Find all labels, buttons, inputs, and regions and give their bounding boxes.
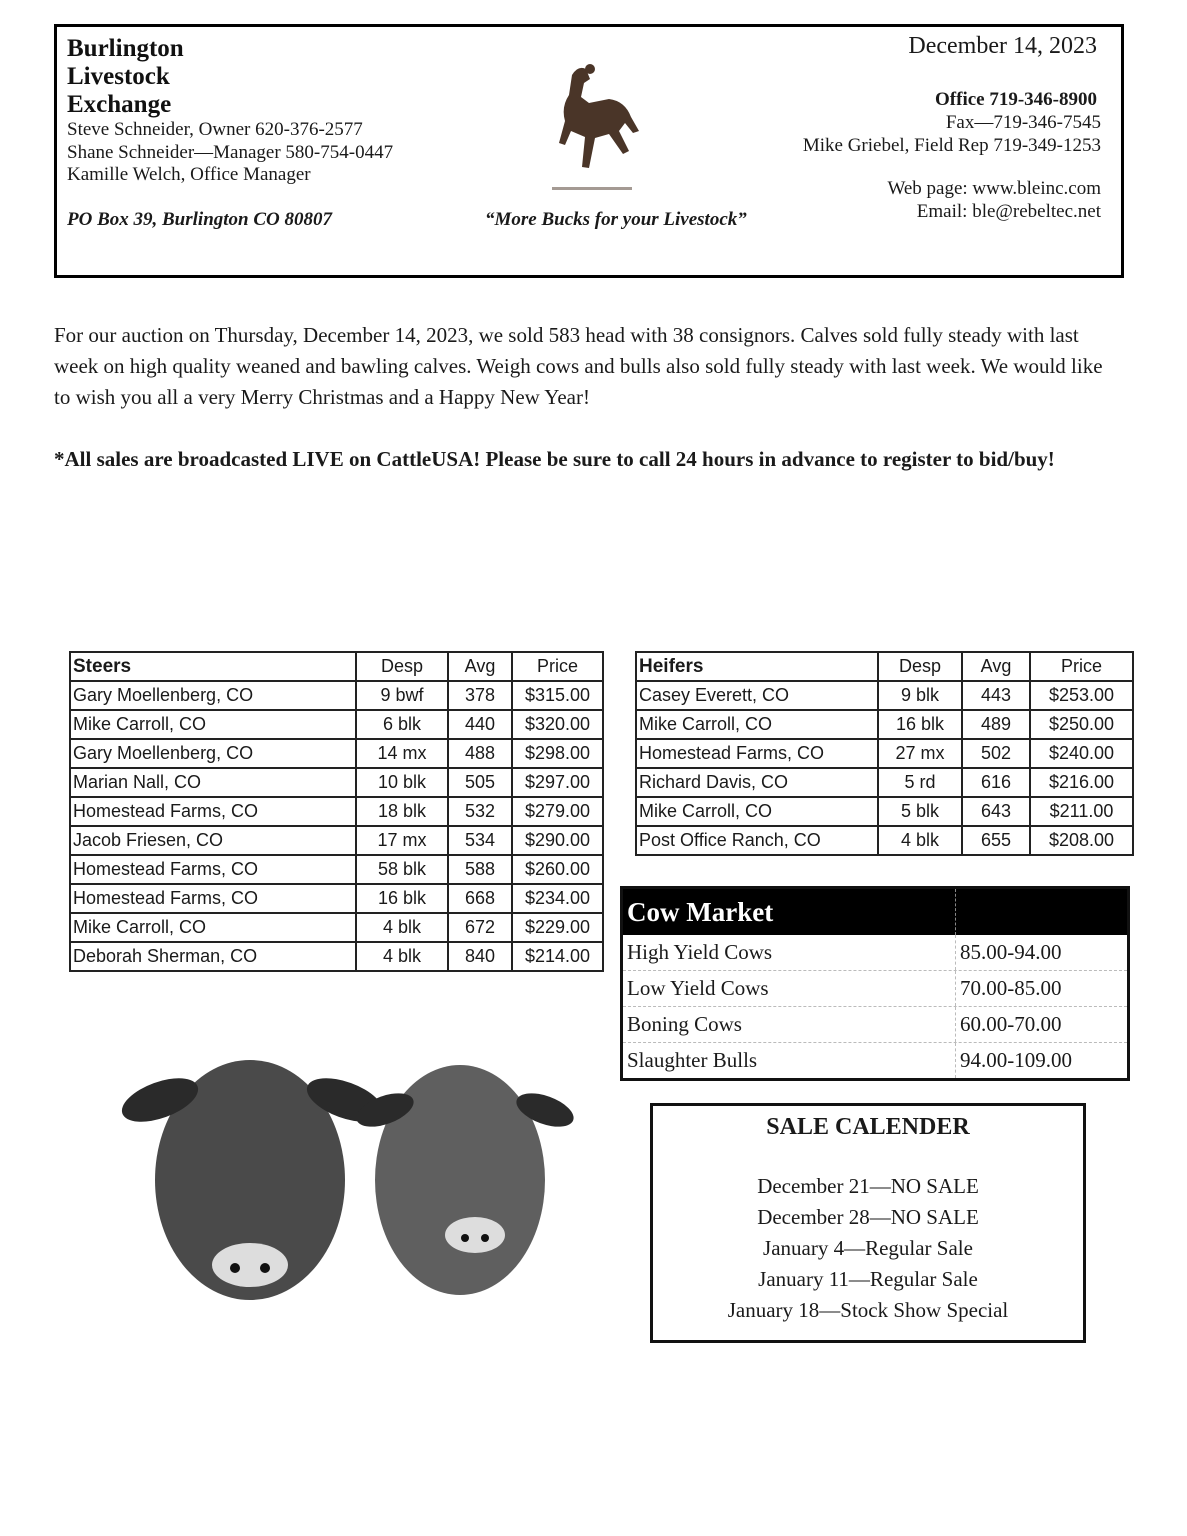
avg-weight: 668 bbox=[448, 884, 512, 913]
price: $253.00 bbox=[1030, 681, 1133, 710]
cow-market-header bbox=[623, 889, 1127, 935]
table-row bbox=[70, 739, 603, 768]
desp: 16 blk bbox=[878, 710, 962, 739]
consignor: Gary Moellenberg, CO bbox=[70, 681, 356, 710]
avg-weight: 616 bbox=[962, 768, 1030, 797]
consignor: Mike Carroll, CO bbox=[70, 710, 356, 739]
table-row bbox=[623, 970, 1127, 1006]
table-row bbox=[623, 935, 1127, 970]
desp: 5 blk bbox=[878, 797, 962, 826]
consignor: Mike Carroll, CO bbox=[636, 797, 878, 826]
market-summary: For our auction on Thursday, December 14, 2023, we sold 583 head with 38 consignors. Calves sold fully steady with last week on high quality weaned and bawling calves. Weigh cows and bulls also sold fully steady with last week. We would like to wish you all a very Merry Christmas and a Happy New Year! bbox=[54, 323, 1103, 409]
table-row bbox=[70, 826, 603, 855]
office-phone: Office 719-346-8900 bbox=[935, 89, 1097, 110]
table-row bbox=[623, 1006, 1127, 1042]
consignor: Jacob Friesen, CO bbox=[70, 826, 356, 855]
desp: 10 blk bbox=[356, 768, 448, 797]
price: $298.00 bbox=[512, 739, 603, 768]
desp: 4 blk bbox=[356, 942, 448, 971]
mailing-address: PO Box 39, Burlington CO 80807 bbox=[67, 209, 332, 230]
price-range: 85.00-94.00 bbox=[960, 940, 1062, 964]
col-header-avg: Avg bbox=[962, 652, 1030, 681]
table-row bbox=[70, 942, 603, 971]
avg-weight: 588 bbox=[448, 855, 512, 884]
avg-weight: 534 bbox=[448, 826, 512, 855]
avg-weight: 488 bbox=[448, 739, 512, 768]
col-header-price: Price bbox=[1030, 652, 1133, 681]
price-range: 70.00-85.00 bbox=[960, 976, 1062, 1000]
avg-weight: 672 bbox=[448, 913, 512, 942]
letterhead-left bbox=[67, 35, 393, 187]
price: $297.00 bbox=[512, 768, 603, 797]
table-row bbox=[636, 710, 1133, 739]
table-row bbox=[70, 913, 603, 942]
calendar-item: December 21—NO SALE bbox=[757, 1174, 979, 1198]
black-angus-calves-illustration-icon bbox=[100, 1030, 575, 1360]
table-row bbox=[636, 826, 1133, 855]
steers-table bbox=[69, 651, 604, 972]
calendar-item: January 18—Stock Show Special bbox=[727, 1298, 1009, 1322]
table-row bbox=[70, 768, 603, 797]
avg-weight: 840 bbox=[448, 942, 512, 971]
cow-market-table bbox=[620, 886, 1130, 1081]
consignor: Homestead Farms, CO bbox=[636, 739, 878, 768]
table-row bbox=[70, 797, 603, 826]
price: $234.00 bbox=[512, 884, 603, 913]
table-row bbox=[70, 884, 603, 913]
table-row bbox=[70, 855, 603, 884]
consignor: Casey Everett, CO bbox=[636, 681, 878, 710]
price-range: 94.00-109.00 bbox=[960, 1048, 1072, 1072]
table-header-row bbox=[70, 652, 603, 681]
cow-class: Slaughter Bulls bbox=[623, 1043, 956, 1078]
desp: 17 mx bbox=[356, 826, 448, 855]
desp: 6 blk bbox=[356, 710, 448, 739]
col-header-steers: Steers bbox=[70, 652, 356, 681]
consignor: Homestead Farms, CO bbox=[70, 855, 356, 884]
desp: 9 blk bbox=[878, 681, 962, 710]
field-rep: Mike Griebel, Field Rep 719-349-1253 bbox=[802, 135, 1101, 156]
price: $290.00 bbox=[512, 826, 603, 855]
letterhead-right bbox=[803, 35, 1101, 223]
org-name-line-1: Burlington bbox=[67, 35, 184, 62]
desp: 16 blk bbox=[356, 884, 448, 913]
col-header-desp: Desp bbox=[878, 652, 962, 681]
col-header-avg: Avg bbox=[448, 652, 512, 681]
consignor: Deborah Sherman, CO bbox=[70, 942, 356, 971]
avg-weight: 440 bbox=[448, 710, 512, 739]
consignor: Homestead Farms, CO bbox=[70, 797, 356, 826]
org-name-line-3: Exchange bbox=[67, 91, 172, 118]
fax-number: Fax—719-346-7545 bbox=[945, 112, 1101, 133]
desp: 5 rd bbox=[878, 768, 962, 797]
avg-weight: 502 bbox=[962, 739, 1030, 768]
slogan: “More Bucks for your Livestock” bbox=[485, 209, 747, 230]
consignor: Post Office Ranch, CO bbox=[636, 826, 878, 855]
avg-weight: 655 bbox=[962, 826, 1030, 855]
col-header-heifers: Heifers bbox=[636, 652, 878, 681]
price: $260.00 bbox=[512, 855, 603, 884]
price: $320.00 bbox=[512, 710, 603, 739]
calendar-item: January 11—Regular Sale bbox=[758, 1267, 978, 1291]
sale-calendar-title: SALE CALENDER bbox=[766, 1114, 970, 1140]
calendar-item: December 28—NO SALE bbox=[757, 1205, 979, 1229]
col-header-desp: Desp bbox=[356, 652, 448, 681]
heifers-table bbox=[635, 651, 1134, 856]
calendar-item: January 4—Regular Sale bbox=[763, 1236, 973, 1260]
col-header-price: Price bbox=[512, 652, 603, 681]
consignor: Homestead Farms, CO bbox=[70, 884, 356, 913]
desp: 9 bwf bbox=[356, 681, 448, 710]
desp: 14 mx bbox=[356, 739, 448, 768]
price: $315.00 bbox=[512, 681, 603, 710]
avg-weight: 378 bbox=[448, 681, 512, 710]
avg-weight: 489 bbox=[962, 710, 1030, 739]
consignor: Mike Carroll, CO bbox=[70, 913, 356, 942]
table-row bbox=[636, 797, 1133, 826]
table-row bbox=[70, 710, 603, 739]
web-page: Web page: www.bleinc.com bbox=[887, 178, 1101, 199]
desp: 4 blk bbox=[878, 826, 962, 855]
price: $250.00 bbox=[1030, 710, 1133, 739]
table-row bbox=[70, 681, 603, 710]
price: $229.00 bbox=[512, 913, 603, 942]
desp: 4 blk bbox=[356, 913, 448, 942]
consignor: Richard Davis, CO bbox=[636, 768, 878, 797]
table-header-row bbox=[636, 652, 1133, 681]
table-row bbox=[623, 1042, 1127, 1078]
consignor: Marian Nall, CO bbox=[70, 768, 356, 797]
table-row bbox=[636, 768, 1133, 797]
price: $240.00 bbox=[1030, 739, 1133, 768]
avg-weight: 532 bbox=[448, 797, 512, 826]
sale-calendar bbox=[650, 1103, 1086, 1343]
desp: 27 mx bbox=[878, 739, 962, 768]
cow-market-title: Cow Market bbox=[623, 889, 956, 935]
price: $214.00 bbox=[512, 942, 603, 971]
table-row bbox=[636, 739, 1133, 768]
broadcast-notice: *All sales are broadcasted LIVE on CattleUSA! Please be sure to call 24 hours in advance to register to bid/buy! bbox=[54, 447, 1055, 471]
staff-office-manager: Kamille Welch, Office Manager bbox=[67, 164, 311, 185]
consignor: Gary Moellenberg, CO bbox=[70, 739, 356, 768]
email: Email: ble@rebeltec.net bbox=[916, 201, 1101, 222]
avg-weight: 643 bbox=[962, 797, 1030, 826]
report-date: December 14, 2023 bbox=[908, 33, 1097, 59]
price: $208.00 bbox=[1030, 826, 1133, 855]
desp: 18 blk bbox=[356, 797, 448, 826]
org-name-line-2: Livestock bbox=[67, 63, 170, 90]
cow-class: Boning Cows bbox=[623, 1007, 956, 1042]
letterhead bbox=[54, 24, 1124, 278]
consignor: Mike Carroll, CO bbox=[636, 710, 878, 739]
staff-manager: Shane Schneider—Manager 580-754-0447 bbox=[67, 141, 394, 163]
desp: 58 blk bbox=[356, 855, 448, 884]
avg-weight: 443 bbox=[962, 681, 1030, 710]
price: $279.00 bbox=[512, 797, 603, 826]
price: $216.00 bbox=[1030, 768, 1133, 797]
avg-weight: 505 bbox=[448, 768, 512, 797]
cow-class: High Yield Cows bbox=[623, 935, 956, 970]
staff-owner: Steve Schneider, Owner 620-376-2577 bbox=[67, 119, 363, 140]
price-range: 60.00-70.00 bbox=[960, 1012, 1062, 1036]
cow-class: Low Yield Cows bbox=[623, 971, 956, 1006]
table-row bbox=[636, 681, 1133, 710]
bronc-rider-logo-icon bbox=[532, 57, 652, 197]
price: $211.00 bbox=[1030, 797, 1133, 826]
